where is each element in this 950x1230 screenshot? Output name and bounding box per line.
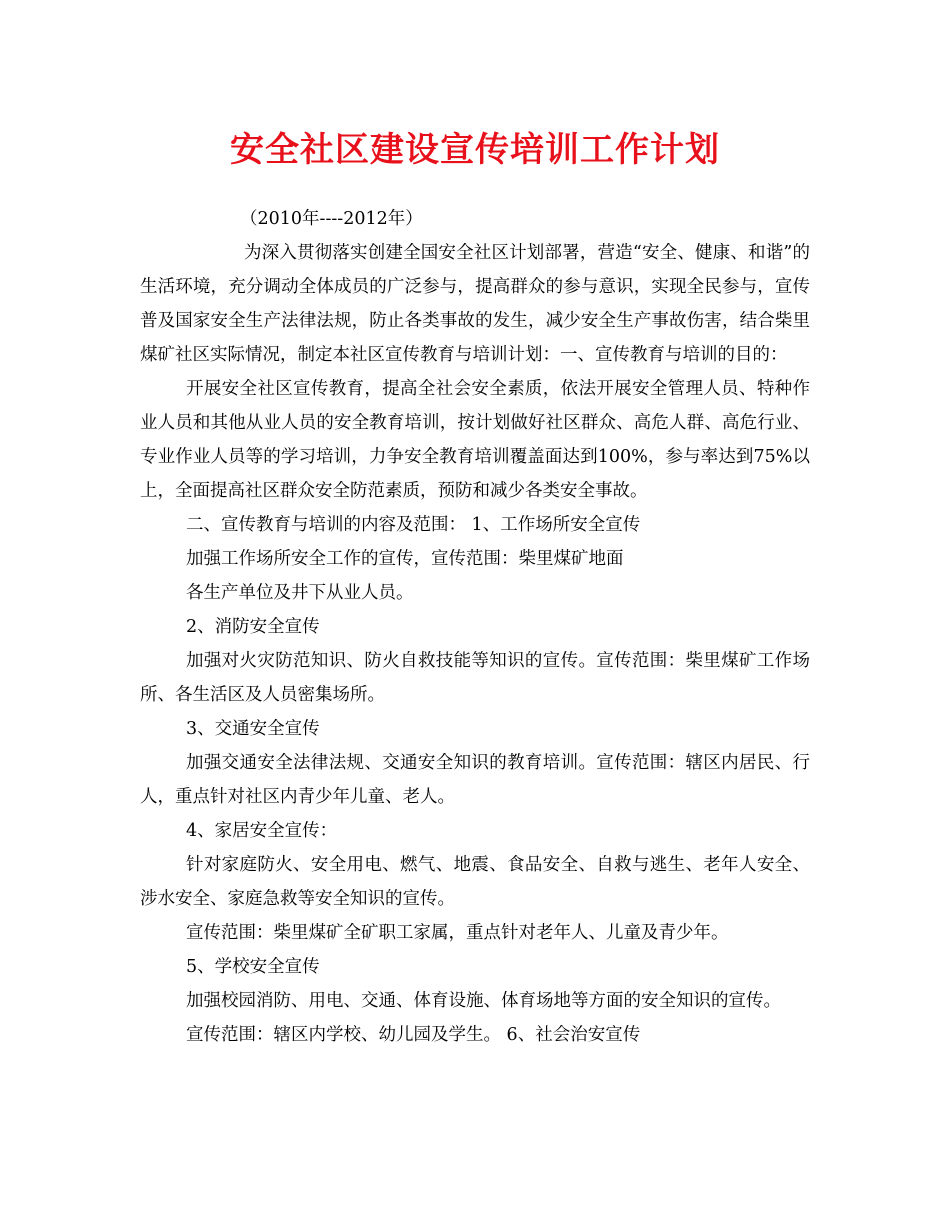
paragraph-workplace-scope: 各生产单位及井下从业人员。 [186, 583, 414, 603]
document-body [140, 202, 810, 1052]
paragraph-home-safety: 针对家庭防火、安全用电、燃气、地震、食品安全、自救与逃生、老年人安全、涉水安全、家庭急救等安全知识的宣传。 [140, 855, 810, 909]
date-range: （2010年----2012年） [240, 209, 423, 229]
paragraph-workplace: 加强工作场所安全工作的宣传，宣传范围：柴里煤矿地面 [186, 549, 624, 569]
heading-home-safety: 4、家居安全宣传： [186, 821, 338, 841]
paragraph-school-scope: 宣传范围：辖区内学校、幼儿园及学生。 6、社会治安宣传 [186, 1025, 641, 1045]
heading-fire-safety: 2、消防安全宣传 [186, 617, 320, 637]
document-title: 安全社区建设宣传培训工作计划 [230, 130, 720, 170]
heading-school-safety: 5、学校安全宣传 [186, 957, 320, 977]
paragraph-traffic-safety: 加强交通安全法律法规、交通安全知识的教育培训。宣传范围：辖区内居民、行人，重点针对社区内青少年儿童、老人。 [140, 753, 810, 807]
paragraph-intro: 为深入贯彻落实创建全国安全社区计划部署，营造“安全、健康、和谐”的生活环境，充分调动全体成员的广泛参与，提高群众的参与意识，实现全民参与，宣传普及国家安全生产法律法规，防止各类事故的发生，减少安全生产事故伤害，结合柴里煤矿社区实际情况，制定本社区宣传教育与培训计划：一、宣传教育与培训的目的： [140, 243, 810, 365]
paragraph-purpose: 开展安全社区宣传教育，提高全社会安全素质，依法开展安全管理人员、特种作业人员和其他从业人员的安全教育培训，按计划做好社区群众、高危人群、高危行业、专业作业人员等的学习培训，力争安全教育培训覆盖面达到100%，参与率达到75%以上，全面提高社区群众安全防范素质，预防和减少各类安全事故。 [140, 379, 810, 501]
paragraph-home-safety-scope: 宣传范围：柴里煤矿全矿职工家属，重点针对老年人、儿童及青少年。 [186, 923, 729, 943]
paragraph-fire-safety: 加强对火灾防范知识、防火自救技能等知识的宣传。宣传范围：柴里煤矿工作场所、各生活区及人员密集场所。 [140, 651, 810, 705]
section-heading-content-scope: 二、宣传教育与培训的内容及范围： 1、工作场所安全宣传 [186, 515, 641, 535]
heading-traffic-safety: 3、交通安全宣传 [186, 719, 320, 739]
paragraph-school-safety: 加强校园消防、用电、交通、体育设施、体育场地等方面的安全知识的宣传。 [186, 991, 781, 1011]
